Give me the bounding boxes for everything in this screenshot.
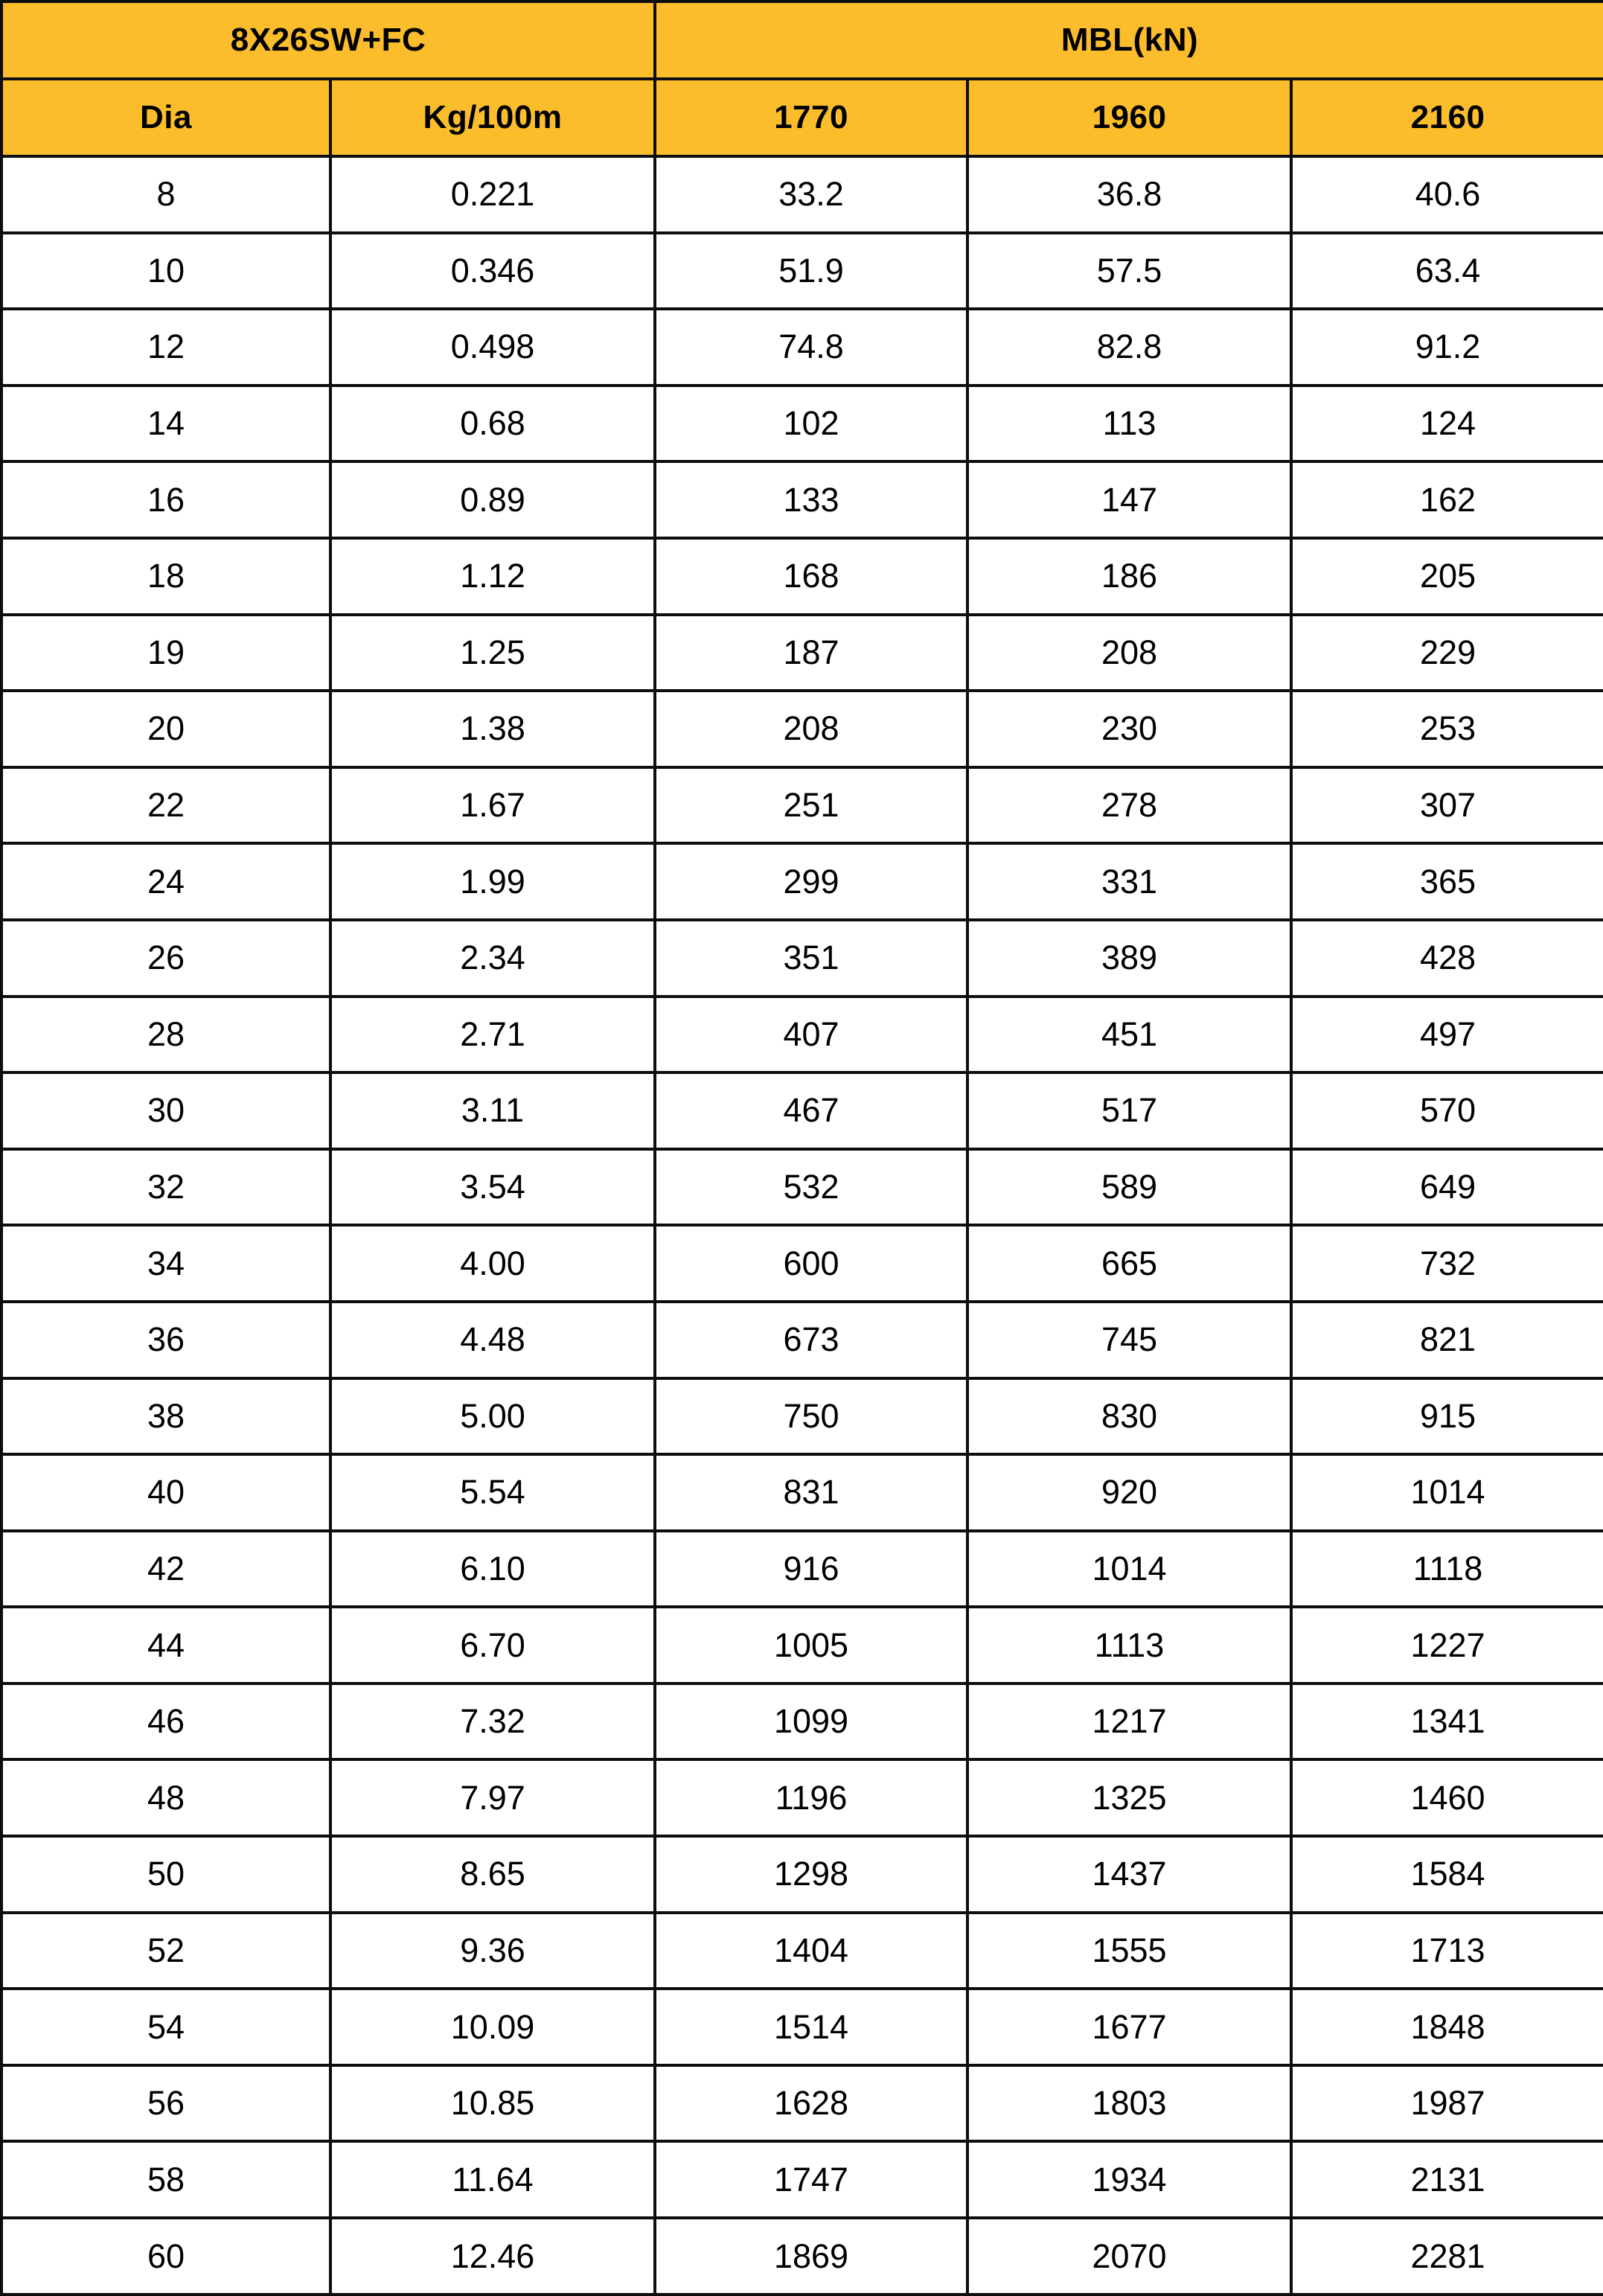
cell-mbl-1960: 665 [967,1225,1291,1302]
cell-mbl-1770: 750 [655,1378,967,1455]
cell-mbl-2160: 1848 [1291,1989,1603,2065]
cell-dia: 36 [1,1302,330,1378]
table-row [1,691,1603,767]
cell-mbl-1960: 113 [967,386,1291,462]
cell-mbl-2160: 1341 [1291,1683,1603,1760]
cell-mbl-2160: 1584 [1291,1836,1603,1913]
cell-mbl-1960: 230 [967,691,1291,767]
cell-mbl-1770: 251 [655,767,967,844]
table-row [1,767,1603,844]
cell-mbl-1960: 1934 [967,2141,1291,2218]
cell-kg100m: 4.00 [330,1225,655,1302]
cell-mbl-1770: 1196 [655,1759,967,1836]
cell-kg100m: 1.12 [330,538,655,615]
cell-mbl-1770: 1005 [655,1607,967,1683]
cell-mbl-2160: 1987 [1291,2065,1603,2142]
table-row [1,920,1603,997]
cell-kg100m: 6.70 [330,1607,655,1683]
cell-dia: 40 [1,1454,330,1531]
cell-dia: 58 [1,2141,330,2218]
table-row [1,461,1603,538]
cell-kg100m: 0.68 [330,386,655,462]
cell-mbl-2160: 63.4 [1291,233,1603,310]
cell-mbl-1960: 278 [967,767,1291,844]
cell-dia: 18 [1,538,330,615]
cell-kg100m: 7.97 [330,1759,655,1836]
cell-mbl-1960: 1803 [967,2065,1291,2142]
cell-dia: 38 [1,1378,330,1455]
cell-mbl-1960: 451 [967,997,1291,1073]
cell-mbl-2160: 821 [1291,1302,1603,1378]
cell-mbl-2160: 570 [1291,1072,1603,1149]
table-row [1,1759,1603,1836]
cell-mbl-1770: 102 [655,386,967,462]
cell-mbl-1960: 36.8 [967,156,1291,233]
cell-dia: 60 [1,2218,330,2295]
cell-mbl-1770: 1404 [655,1913,967,1989]
cell-dia: 19 [1,615,330,691]
cell-kg100m: 5.00 [330,1378,655,1455]
cell-dia: 14 [1,386,330,462]
cell-mbl-1960: 745 [967,1302,1291,1378]
table-row [1,2065,1603,2142]
cell-kg100m: 0.346 [330,233,655,310]
cell-mbl-2160: 1227 [1291,1607,1603,1683]
cell-mbl-2160: 162 [1291,461,1603,538]
cell-mbl-1770: 916 [655,1531,967,1608]
cell-dia: 34 [1,1225,330,1302]
cell-kg100m: 9.36 [330,1913,655,1989]
cell-mbl-1960: 1677 [967,1989,1291,2065]
cell-mbl-1960: 1217 [967,1683,1291,1760]
cell-mbl-1960: 1437 [967,1836,1291,1913]
cell-mbl-1960: 2070 [967,2218,1291,2295]
cell-mbl-1960: 82.8 [967,309,1291,386]
cell-mbl-1770: 299 [655,843,967,920]
table-row [1,156,1603,233]
cell-mbl-1770: 407 [655,997,967,1073]
cell-dia: 54 [1,1989,330,2065]
cell-kg100m: 3.11 [330,1072,655,1149]
table-row [1,2218,1603,2295]
cell-dia: 50 [1,1836,330,1913]
cell-mbl-2160: 2281 [1291,2218,1603,2295]
cell-mbl-2160: 1713 [1291,1913,1603,1989]
column-header-1770: 1770 [655,79,967,156]
cell-mbl-2160: 91.2 [1291,309,1603,386]
cell-dia: 26 [1,920,330,997]
cell-kg100m: 1.38 [330,691,655,767]
cell-mbl-1960: 331 [967,843,1291,920]
table-row [1,1072,1603,1149]
cell-kg100m: 2.34 [330,920,655,997]
cell-mbl-1770: 1869 [655,2218,967,2295]
cell-kg100m: 10.85 [330,2065,655,2142]
cell-dia: 46 [1,1683,330,1760]
cell-mbl-1960: 1014 [967,1531,1291,1608]
cell-mbl-1960: 589 [967,1149,1291,1226]
cell-kg100m: 12.46 [330,2218,655,2295]
cell-mbl-1770: 133 [655,461,967,538]
cell-dia: 30 [1,1072,330,1149]
cell-mbl-2160: 915 [1291,1378,1603,1455]
cell-kg100m: 0.221 [330,156,655,233]
cell-dia: 56 [1,2065,330,2142]
cell-mbl-1770: 673 [655,1302,967,1378]
cell-dia: 48 [1,1759,330,1836]
cell-mbl-1770: 467 [655,1072,967,1149]
cell-mbl-2160: 1014 [1291,1454,1603,1531]
cell-kg100m: 1.99 [330,843,655,920]
header-group-row [1,1,1603,79]
cell-kg100m: 0.89 [330,461,655,538]
cell-mbl-1960: 830 [967,1378,1291,1455]
cell-mbl-1770: 1747 [655,2141,967,2218]
cell-mbl-1770: 51.9 [655,233,967,310]
column-header-1960: 1960 [967,79,1291,156]
cell-mbl-1960: 920 [967,1454,1291,1531]
cell-mbl-2160: 365 [1291,843,1603,920]
cell-dia: 10 [1,233,330,310]
cell-mbl-1770: 1514 [655,1989,967,2065]
cell-mbl-1960: 57.5 [967,233,1291,310]
cell-mbl-2160: 1118 [1291,1531,1603,1608]
table-row [1,386,1603,462]
table-row [1,1913,1603,1989]
table-body [1,156,1603,2295]
cell-mbl-2160: 205 [1291,538,1603,615]
cell-dia: 32 [1,1149,330,1226]
cell-mbl-2160: 307 [1291,767,1603,844]
column-header-kg100m: Kg/100m [330,79,655,156]
cell-dia: 44 [1,1607,330,1683]
table-row [1,1149,1603,1226]
cell-mbl-2160: 732 [1291,1225,1603,1302]
cell-kg100m: 6.10 [330,1531,655,1608]
cell-mbl-2160: 1460 [1291,1759,1603,1836]
cell-kg100m: 11.64 [330,2141,655,2218]
cell-mbl-1770: 600 [655,1225,967,1302]
cell-dia: 12 [1,309,330,386]
cell-mbl-2160: 229 [1291,615,1603,691]
cell-mbl-2160: 428 [1291,920,1603,997]
table-row [1,309,1603,386]
cell-mbl-1770: 74.8 [655,309,967,386]
table-header [1,1,1603,156]
table-row [1,538,1603,615]
cell-mbl-2160: 124 [1291,386,1603,462]
cell-mbl-1960: 147 [967,461,1291,538]
mbl-group-header: MBL(kN) [655,1,1603,79]
table-row [1,1531,1603,1608]
cell-kg100m: 7.32 [330,1683,655,1760]
cell-kg100m: 8.65 [330,1836,655,1913]
table-row [1,615,1603,691]
cell-mbl-1960: 208 [967,615,1291,691]
table-row [1,1836,1603,1913]
cell-dia: 24 [1,843,330,920]
table-row [1,233,1603,310]
cell-mbl-2160: 497 [1291,997,1603,1073]
cell-mbl-1960: 389 [967,920,1291,997]
column-header-2160: 2160 [1291,79,1603,156]
table-row [1,1683,1603,1760]
cell-kg100m: 1.25 [330,615,655,691]
table-row [1,1378,1603,1455]
cell-mbl-2160: 40.6 [1291,156,1603,233]
table-row [1,2141,1603,2218]
cell-mbl-1960: 1555 [967,1913,1291,1989]
cell-mbl-1960: 1113 [967,1607,1291,1683]
table-row [1,1302,1603,1378]
cell-mbl-2160: 253 [1291,691,1603,767]
table-row [1,1454,1603,1531]
table-row [1,843,1603,920]
cell-dia: 42 [1,1531,330,1608]
cell-mbl-1770: 208 [655,691,967,767]
header-columns-row [1,79,1603,156]
table-row [1,1225,1603,1302]
cell-mbl-1960: 186 [967,538,1291,615]
cell-kg100m: 1.67 [330,767,655,844]
cell-kg100m: 10.09 [330,1989,655,2065]
cell-dia: 8 [1,156,330,233]
cell-mbl-2160: 2131 [1291,2141,1603,2218]
cell-mbl-1960: 1325 [967,1759,1291,1836]
cell-mbl-1770: 33.2 [655,156,967,233]
cell-dia: 20 [1,691,330,767]
table-row [1,1607,1603,1683]
cell-mbl-1770: 1628 [655,2065,967,2142]
cell-dia: 22 [1,767,330,844]
cell-mbl-1770: 831 [655,1454,967,1531]
cell-kg100m: 5.54 [330,1454,655,1531]
cell-dia: 52 [1,1913,330,1989]
construction-group-header: 8X26SW+FC [1,1,655,79]
cell-mbl-1770: 1099 [655,1683,967,1760]
column-header-dia: Dia [1,79,330,156]
table-row [1,997,1603,1073]
cell-dia: 28 [1,997,330,1073]
cell-kg100m: 2.71 [330,997,655,1073]
cell-mbl-1770: 168 [655,538,967,615]
cell-mbl-1770: 1298 [655,1836,967,1913]
cell-mbl-1960: 517 [967,1072,1291,1149]
cell-mbl-2160: 649 [1291,1149,1603,1226]
cell-kg100m: 4.48 [330,1302,655,1378]
cell-kg100m: 0.498 [330,309,655,386]
cell-mbl-1770: 351 [655,920,967,997]
cell-dia: 16 [1,461,330,538]
table-row [1,1989,1603,2065]
cell-mbl-1770: 187 [655,615,967,691]
cell-kg100m: 3.54 [330,1149,655,1226]
cell-mbl-1770: 532 [655,1149,967,1226]
